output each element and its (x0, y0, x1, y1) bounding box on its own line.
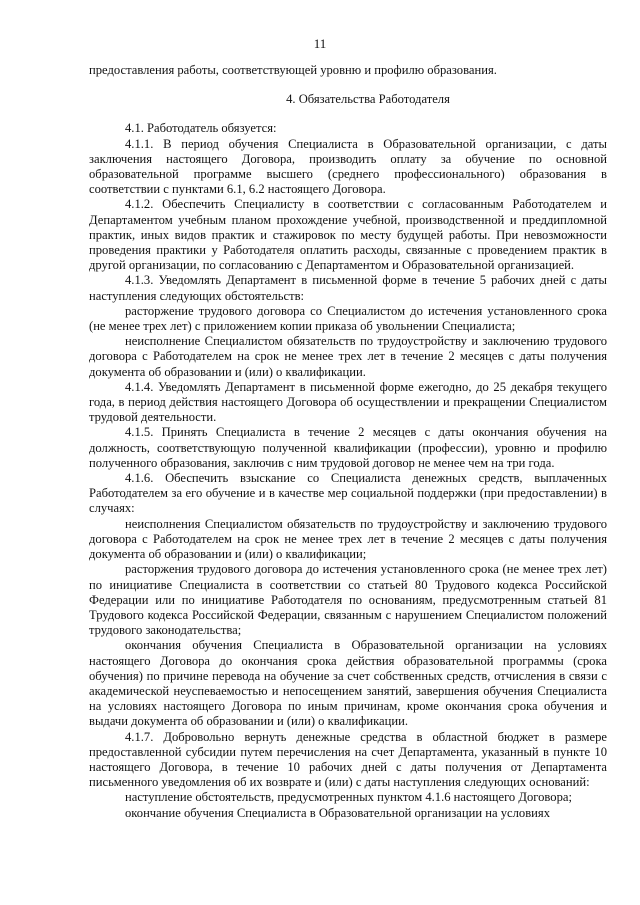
paragraph: неисполнения Специалистом обязательств по трудоустройству и заключению трудового договора с Работодателем на срок не менее трех лет в течение 2 месяцев с даты получения документа об образовании и (или) о квалификации; (89, 516, 607, 562)
document-body (89, 63, 607, 821)
paragraph: расторжение трудового договора со Специалистом до истечения установленного срока (не менее трех лет) с приложением копии приказа об увольнении Специалиста; (89, 303, 607, 334)
paragraph: 4.1. Работодатель обязуется: (125, 121, 277, 136)
paragraph: наступление обстоятельств, предусмотренных пунктом 4.1.6 настоящего Договора; (125, 790, 572, 805)
paragraph: 4.1.7. Добровольно вернуть денежные средства в областной бюджет в размере предоставленной субсидии путем перечисления на счет Департамента, указанный в пункте 10 настоящего Договора, в течение 10 рабочих дней с даты получения от Департамента письменного уведомления об их возврате и (или) с даты наступления следующих оснований: (89, 729, 607, 790)
section-title: 4. Обязательства Работодателя (286, 92, 450, 107)
paragraph: расторжения трудового договора до истечения установленного срока (не менее трех лет) по инициативе Специалиста в соответствии со статьей 80 Трудового кодекса Российской Федерации или по инициативе Работодателя по основаниям, предусмотренным статьей 81 Трудового кодекса Российской Федерации, связанным с нарушением Специалистом положений трудового законодательства; (89, 562, 607, 638)
page-number: 11 (313, 36, 327, 51)
paragraph: 4.1.5. Принять Специалиста в течение 2 месяцев с даты окончания обучения на должность, соответствующую полученной квалификации (профессии), уровню и профилю полученного образования, заключив с ним трудовой договор не менее чем на три года. (89, 425, 607, 470)
continuation-text: предоставления работы, соответствующей уровню и профилю образования. (89, 63, 497, 77)
paragraph: 4.1.4. Уведомлять Департамент в письменной форме ежегодно, до 25 декабря текущего года, в период действия настоящего Договора об осуществлении и прекращении Специалистом трудовой деятельности. (89, 379, 607, 425)
paragraph: окончания обучения Специалиста в Образовательной организации на условиях настоящего Договора до окончания срока действия образовательной программы (срока обучения) по причине перевода на обучение за счет собственных средств, отчисления в связи с академической неуспеваемостью и непосещением занятий, завершения обучения Специалиста на условиях настоящего Договора по иным причинам, кроме окончания срока обучения и выдачи документа об образовании и (или) о квалификации. (89, 638, 607, 729)
paragraph: окончание обучения Специалиста в Образовательной организации на условиях (125, 805, 550, 820)
paragraph: 4.1.6. Обеспечить взыскание со Специалиста денежных средств, выплаченных Работодателем за его обучение и в качестве мер социальной поддержки (при предоставлении) в случаях: (89, 471, 607, 516)
paragraph: неисполнение Специалистом обязательств по трудоустройству и заключению трудового договора с Работодателем на срок не менее трех лет в течение 2 месяцев с даты получения документа об образовании и (или) о квалификации. (89, 334, 607, 379)
paragraph: 4.1.1. В период обучения Специалиста в Образовательной организации, с даты заключения настоящего Договора, производить оплату за обучение по основной образовательной программе высшего (среднего профессионального) образования в соответствии с пунктами 6.1, 6.2 настоящего Договора. (89, 136, 607, 197)
paragraph: 4.1.2. Обеспечить Специалисту в соответствии с согласованным Работодателем и Департаментом учебным планом прохождение учебной, производственной и преддипломной практик, иных видов практик и стажировок по месту будущей работы. При невозможности проведения практики у Работодателя оплатить расходы, связанные с проведением практик в другой организации, по согласованию с Департаментом и Образовательной организацией. (89, 197, 607, 273)
paragraph: 4.1.3. Уведомлять Департамент в письменной форме в течение 5 рабочих дней с даты наступления следующих обстоятельств: (89, 273, 607, 303)
